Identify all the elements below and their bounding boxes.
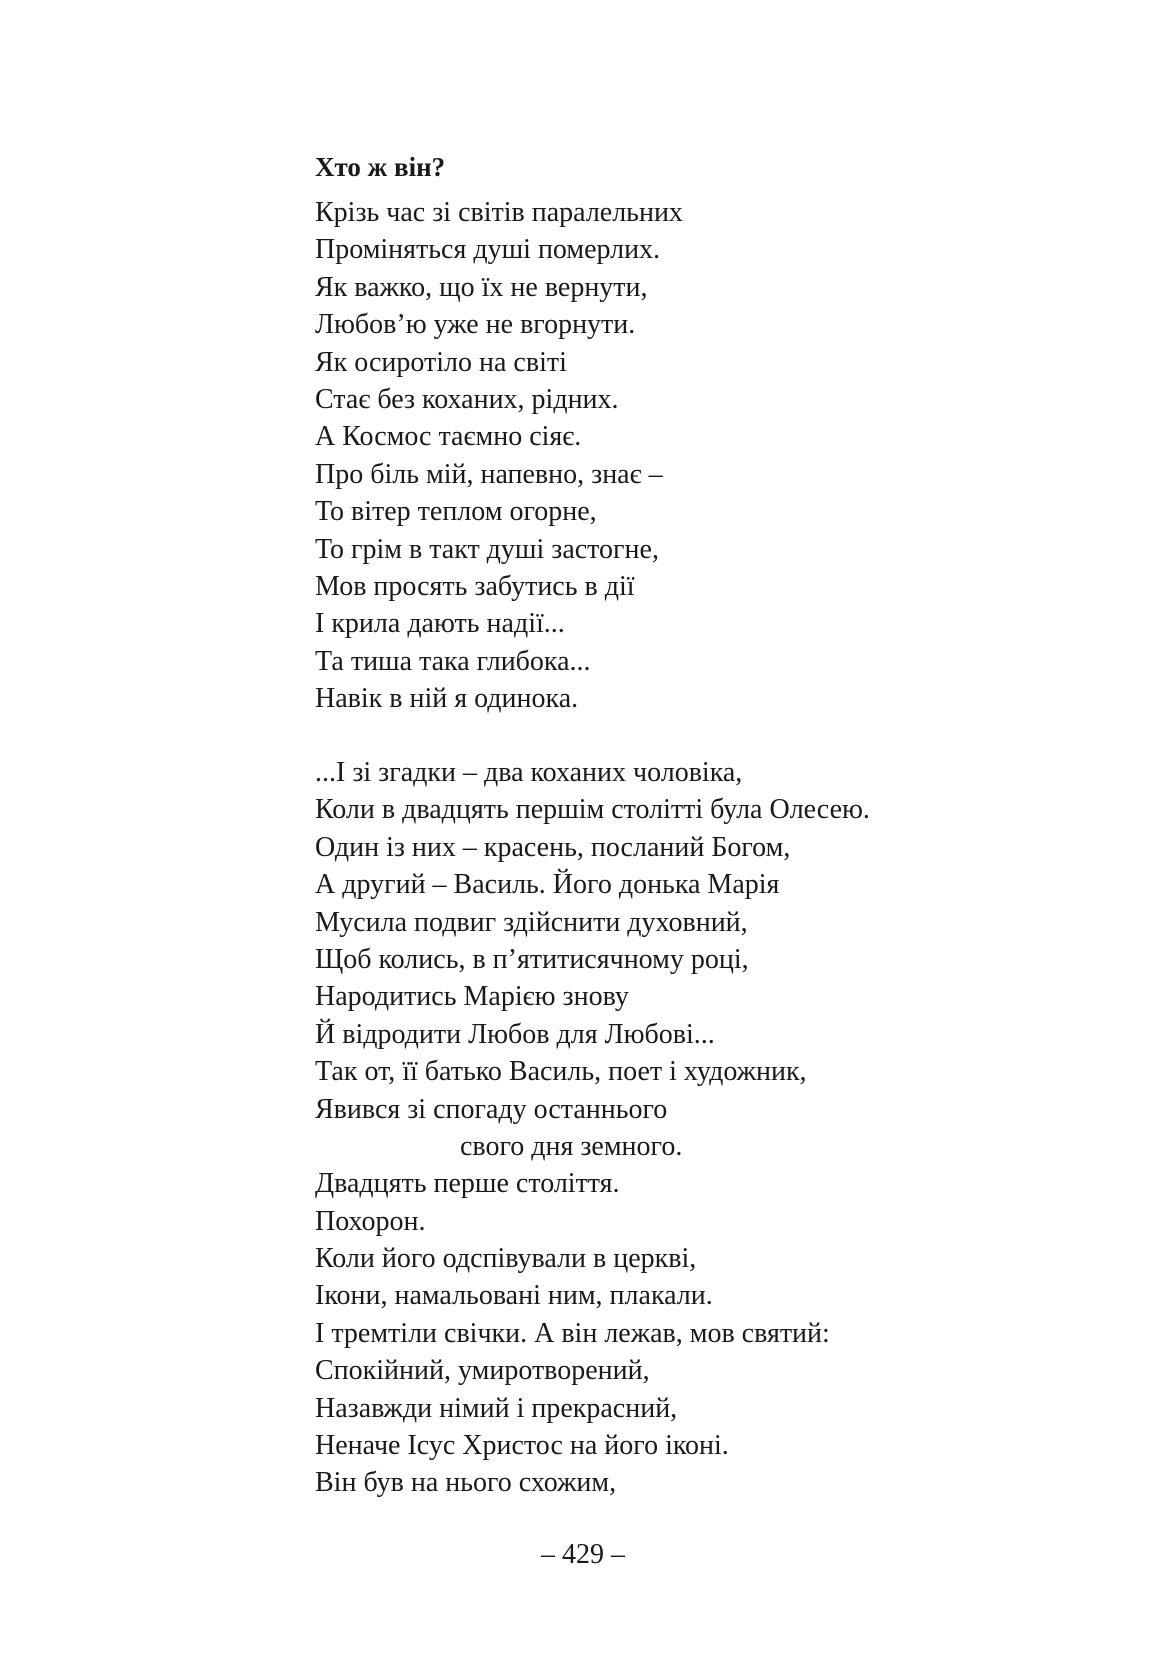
poem-line-indented: свого дня земного. bbox=[460, 1130, 683, 1162]
poem-line: Мусила подвиг здійснити духовний, bbox=[315, 906, 748, 938]
poem-line: Й відродити Любов для Любові... bbox=[315, 1018, 715, 1050]
poem-line: Крізь час зі світів паралельних bbox=[315, 197, 683, 228]
poem-line: Ікони, намальовані ним, плакали. bbox=[315, 1280, 713, 1312]
poem-line: Назавжди німий і прекрасний, bbox=[315, 1392, 678, 1424]
poem-line: А Космос таємно сіяє. bbox=[315, 421, 582, 453]
poem-line: Стає без коханих, рідних. bbox=[315, 383, 619, 415]
poem-line: Про біль мій, напевно, знає – bbox=[315, 458, 663, 490]
poem-line: І тремтіли свічки. А він лежав, мов святий: bbox=[315, 1317, 830, 1349]
poem-title: Хто ж він? bbox=[315, 152, 446, 182]
poem-line: Спокійний, умиротворений, bbox=[315, 1355, 650, 1387]
poem-line: І крила дають надії... bbox=[315, 608, 565, 640]
poem-line: Похорон. bbox=[315, 1205, 426, 1237]
page-number: – 429 – bbox=[541, 1539, 625, 1570]
poem-line: Щоб колись, в п’ятитисячному році, bbox=[315, 943, 749, 975]
poem-line: Любов’ю уже не вгорнути. bbox=[315, 309, 636, 341]
poem-line: Як осиротіло на світі bbox=[315, 346, 567, 378]
stanza-2 bbox=[315, 754, 870, 1502]
poem-line: Неначе Ісус Христос на його іконі. bbox=[315, 1430, 729, 1462]
poem-line: То вітер теплом огорне, bbox=[315, 496, 597, 528]
poem-line: Один із них – красень, посланий Богом, bbox=[315, 831, 791, 863]
poem-line: Коли його одспівували в церкві, bbox=[315, 1243, 697, 1275]
poem-line: Явився зі спогаду останнього bbox=[315, 1093, 668, 1125]
poem-line: ...І зі згадки – два коханих чоловіка, bbox=[315, 757, 743, 788]
poem-line: Проміняться душі померлих. bbox=[315, 234, 661, 266]
poem-line: Як важко, що їх не вернути, bbox=[315, 271, 648, 303]
poem-line: Народитись Марією знову bbox=[315, 981, 629, 1013]
poem-line: Так от, її батько Василь, поет і художник, bbox=[315, 1056, 807, 1088]
poem-line: То грім в такт душі застогне, bbox=[315, 533, 659, 565]
poem-line: Двадцять перше століття. bbox=[315, 1168, 620, 1200]
poem-line: Коли в двадцять першім столітті була Олесею. bbox=[315, 794, 870, 826]
poem-line: Навік в ній я одинока. bbox=[315, 683, 579, 715]
poem-line: Він був на нього схожим, bbox=[315, 1467, 617, 1499]
stanza-1 bbox=[315, 194, 683, 717]
poem-line: Та тиша така глибока... bbox=[315, 645, 591, 677]
poem-line: А другий – Василь. Його донька Марія bbox=[315, 869, 780, 901]
poem-line: Мов просять забутись в дії bbox=[315, 570, 635, 602]
